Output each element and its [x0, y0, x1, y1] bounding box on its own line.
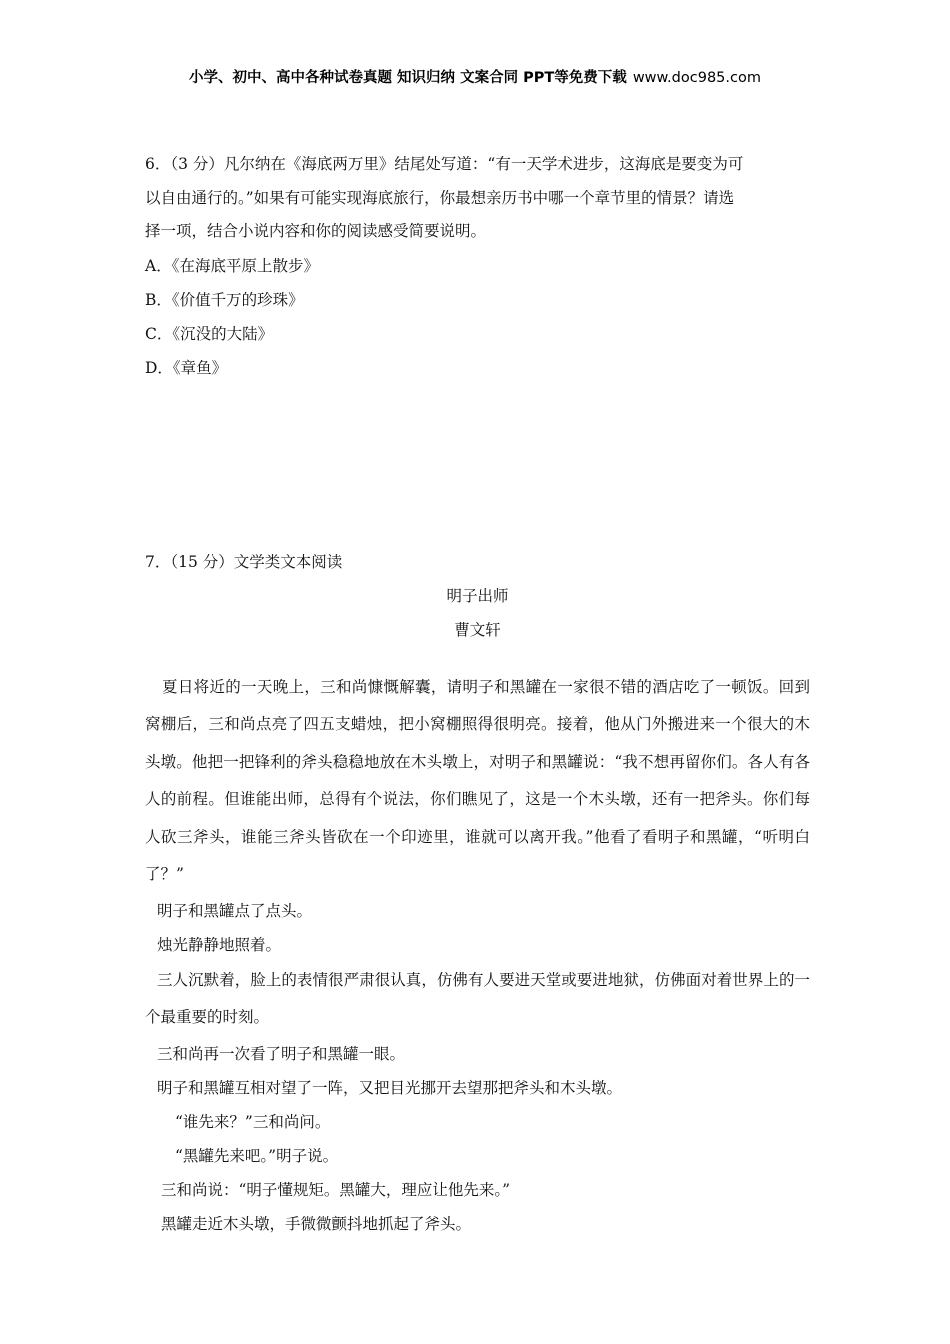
story-line: 明子和黑罐点了点头。: [157, 901, 313, 920]
q6-line: 6．（3 分）凡尔纳在《海底两万里》结尾处写道：“有一天学术进步，这海底是要变为可: [145, 155, 744, 173]
story-line: “谁先来？”三和尚问。: [175, 1112, 331, 1131]
header-url[interactable]: www.doc985.com: [632, 70, 761, 86]
q6-option-a: A．《在海底平原上散步》: [145, 256, 319, 275]
story-title: 明子出师: [446, 586, 509, 605]
question-7: [145, 545, 810, 1241]
story-line: 烛光静静地照着。: [157, 935, 282, 954]
q6-line: 择一项，结合小说内容和你的阅读感受简要说明。: [145, 222, 487, 240]
q6-option-b: B．《价值千万的珍珠》: [145, 290, 304, 309]
story-line: 黑罐走近木头墩，手微微颤抖地抓起了斧头。: [161, 1214, 472, 1233]
story-author: 曹文轩: [454, 620, 501, 639]
story-line: 三和尚再一次看了明子和黑罐一眼。: [157, 1044, 406, 1063]
story-line: “黑罐先来吧。”明子说。: [175, 1146, 339, 1165]
q6-option-d: D．《章鱼》: [145, 358, 228, 377]
story-line: 明子和黑罐互相对望了一阵，又把目光挪开去望那把斧头和木头墩。: [157, 1078, 623, 1097]
q7-heading: 7．（15 分）文学类文本阅读: [145, 552, 343, 571]
q6-line: 以自由通行的。”如果有可能实现海底旅行，你最想亲历书中哪一个章节里的情景？请选: [145, 188, 735, 207]
story-line: 三和尚说：“明子懂规矩。黑罐大，理应让他先来。”: [161, 1180, 511, 1199]
page-header: [0, 66, 950, 87]
story-paragraph: 夏日将近的一天晚上，三和尚慷慨解囊，请明子和黑罐在一家很不错的酒店吃了一顿饭。回到窝棚后，三和尚点亮了四五支蜡烛，把小窝棚照得很明亮。接着，他从门外搬进来一个很大的木头墩。他把一把锋利的斧头稳稳地放在木头墩上，对明子和黑罐说：“我不想再留你们。各人有各人的前程。但谁能出师，总得有个说法，你们瞧见了，这是一个木头墩，还有一把斧头。你们每人砍三斧头，谁能三斧头皆砍在一个印迹里，谁就可以离开我。”他看了看明子和黑罐，“听明白了？”: [145, 677, 810, 883]
header-text: 小学、初中、高中各种试卷真题 知识归纳 文案合同 PPT等免费下载: [189, 70, 627, 86]
q6-option-c: C．《沉没的大陆》: [145, 324, 274, 343]
story-paragraph: 三人沉默着，脸上的表情很严肃很认真，仿佛有人要进天堂或要进地狱，仿佛面对着世界上的一个最重要的时刻。: [145, 970, 810, 1026]
document-body: [145, 148, 810, 1241]
question-6: [145, 148, 810, 385]
